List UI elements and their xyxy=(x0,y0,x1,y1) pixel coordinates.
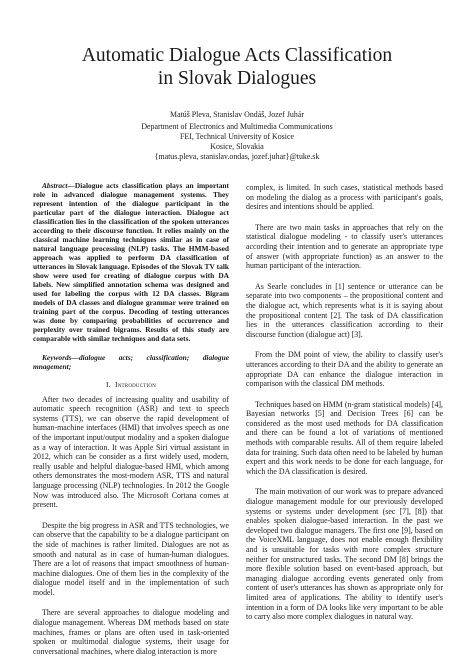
right-paragraph-2: There are two main tasks in approaches that rely on the statistical dialogue modeling - to classify user's utterances according their intention and to generate an appropriate type of answer (with appropriate function) as an answer to the human participant of the interaction. xyxy=(246,222,443,271)
right-paragraph-3: As Searle concludes in [1] sentence or utterance can be separate into two components – the propositional content and the dialogue act, which represents what is it is saying about the propositional content [2]. The task of DA classification lies in the utterances classification according to their discourse function (dialogue act) [3]. xyxy=(246,281,443,339)
author-names: Matúš Pleva, Stanislav Ondáš, Jozef Juhár xyxy=(170,110,304,119)
right-paragraph-4: From the DM point of view, the ability to classify user's utterances according to their DA and the ability to generate an appropriate DA can enhance the dialogue interaction in comparison with the classical DM methods. xyxy=(246,350,443,389)
abstract-text: Dialogue acts classification plays an important role in advanced dialogue management systems. They represent intention of the dialogue participant in the particular part of the dialogue interaction. Dialogue act classification lies in the classification of the spoken utterances according to their discourse function. It relies mainly on the classical machine learning techniques similar as in case of natural language processing (NLP) tasks. The HMM-based approach was applied to perform DA classification of utterances in Slovak language. Episodes of the Slovak TV talk show were used for creating of dialogue corpus with DA labels. New simplified annotation schema was designed and used for labeling the corpus with 12 DA classes. Bigram models of DA classes and dialogue grammar were trained on training part of the corpus. Decoding of testing utterances was done by comparing probabilities of occurrence and perplexity over trained bigrams. Results of this study are comparable with similar techniques and data sets. xyxy=(33,181,229,343)
paper-title-line1: Automatic Dialogue Acts Classification xyxy=(81,45,393,66)
right-column xyxy=(246,183,443,622)
paper-title xyxy=(40,44,434,90)
section-heading-introduction xyxy=(33,380,229,390)
abstract-label: Abstract— xyxy=(42,181,75,190)
left-column xyxy=(33,181,229,656)
intro-paragraph-3: There are several approaches to dialogue modeling and dialogue management. Whereas DM methods based on state machines, frames or plans are often used in task-oriented spoken or multimodal dialogue systems, their usage for conversational machines, where dialog interaction is more xyxy=(33,608,229,656)
paper-title-line2: in Slovak Dialogues xyxy=(157,68,317,89)
section-title: Introduction xyxy=(114,380,157,389)
author-faculty: FEI, Technical University of Kosice xyxy=(180,132,294,141)
right-paragraph-1: complex, is limited. In such cases, statistical methods based on modeling the dialog as a process with participant's goals, desires and intentions should be applied. xyxy=(246,183,443,212)
keywords: Keywords—dialogue acts; classification; dialogue mnagement; xyxy=(33,353,229,371)
author-email: {matus.pleva, stanislav.ondas, jozef.juhar}@tuke.sk xyxy=(154,152,320,161)
section-number: I. xyxy=(105,380,111,389)
intro-paragraph-2: Despite the big progress in ASR and TTS technologies, we can observe that the capability to be a dialogue participant on the side of machines is rather limited. Dialogues are not as smooth and natural as in case of human-human dialogues. There are a lot of reasons that impact smoothness of human-machine dialogues. One of them lies in the complexity of the dialogue model itself and in the implementation of such model. xyxy=(33,520,229,597)
right-paragraph-6: The main motivation of our work was to prepare advanced dialogue management module for our previously developed systems or systems under development (sec [7], [8]) that enables spoken dialogue-based interaction. In the past we developed two dialogue managers. The first one [9], based on the VoiceXML language, does not enable enough flexibility and is unsuitable for tasks with more complex structure neither for unstructured tasks. The second DM [8] brings the more flexible solution based on event-based approach, but managing dialogue according events generated only from content of user's utterances has shown as appropriate only for limited area of applications. The ability to identify user's intention in a form of DA looks like very important to be able to carry also more complex dialogues in natural way. xyxy=(246,487,443,622)
right-paragraph-5: Techniques based on HMM (n-gram statistical models) [4], Bayesian networks [5] and Decision Trees [6] can be considered as the most used methods for DA classification and there can be found a lot of variations of mentioned methods with comparable results. All of them require labeled data for training. Such data often need to be labeled by human expert and this work needs to be done for each language, for which the DA classification is desired. xyxy=(246,399,443,476)
author-block xyxy=(40,110,434,162)
author-department: Department of Electronics and Multimedia Communications xyxy=(141,122,333,131)
abstract xyxy=(33,181,229,343)
author-city: Kosice, Slovakia xyxy=(210,142,264,151)
intro-paragraph-1: After two decades of increasing quality and usability of automatic speech recognition (ASR) and text to speech systems (TTS), we can observe the rapid development of human-machine interfaces (HMI) that involves speech as one of the important input/output modality and a spoken dialogue as a way of interaction. It was Apple Siri virtual assistant in 2012, which can be consider as a first widely used, modern, really usable and helpful dialogue-based HMI, which among others demonstrates the most-modern ASR, TTS and natural language processing (NLP) technologies. In 2012 the Google Now was introduced also. The Microsoft Cortana comes at present. xyxy=(33,394,229,510)
